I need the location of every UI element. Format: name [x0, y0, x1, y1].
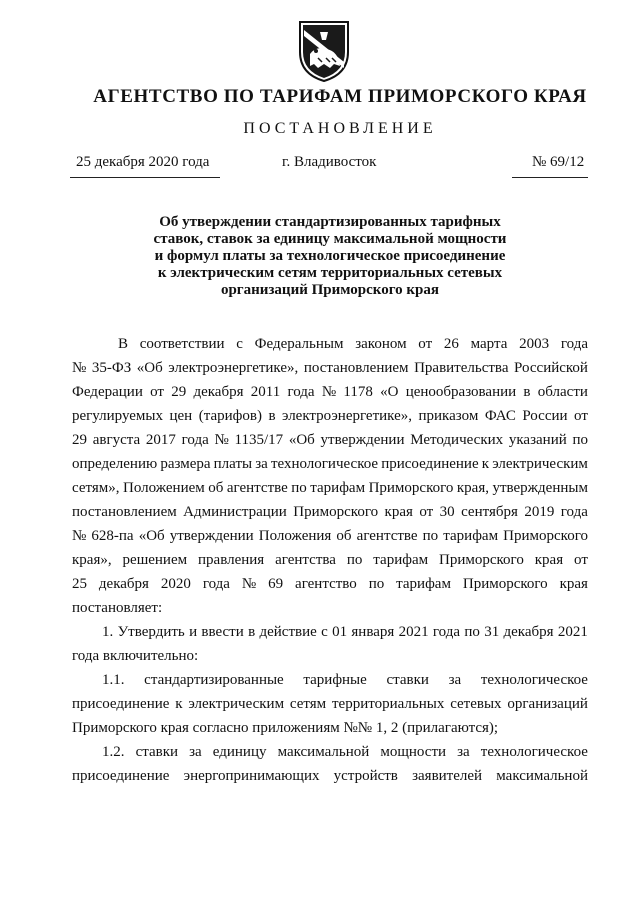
item-1-1-paragraph: [72, 668, 588, 740]
document-date: 25 декабря 2020 года: [76, 154, 210, 170]
text-line: № 628-па «Об утверждении Положения об агентстве по тарифам Приморского: [72, 528, 588, 544]
text-line: Приморского края согласно приложениям №№ 1, 2 (прилагаются);: [72, 720, 499, 736]
title-line: организаций Приморского края: [220, 282, 440, 298]
text-line: регулируемых цен (тарифов) в электроэнергетике», приказом ФАС России от: [72, 408, 588, 424]
text-line: присоединение энергопринимающих устройств заявителей максимальной: [72, 768, 588, 784]
text-line: года включительно:: [72, 648, 199, 664]
text-line: № 35-ФЗ «Об электроэнергетике», постановлением Правительства Российской: [72, 360, 588, 376]
title-line: к электрическим сетям территориальных сетевых: [157, 265, 503, 281]
number-underline: [512, 177, 588, 178]
item-1-2-paragraph: [72, 740, 588, 788]
title-line: ставок, ставок за единицу максимальной мощности: [153, 231, 507, 247]
text-line: В соответствии с Федеральным законом от 26 марта 2003 года: [118, 336, 588, 352]
text-line: сетям», Положением об агентстве по тарифам Приморского края, утвержденным: [72, 480, 588, 496]
preamble-paragraph: [72, 332, 588, 620]
text-line: постановлением Администрации Приморского края от 30 сентября 2019 года: [72, 504, 588, 520]
document-type: ПОСТАНОВЛЕНИЕ: [243, 120, 437, 137]
text-line: 1. Утвердить и ввести в действие с 01 января 2021 года по 31 декабря 2021: [102, 624, 588, 640]
date-underline: [70, 177, 220, 178]
title-line: и формул платы за технологическое присоединение: [154, 248, 506, 264]
document-number: № 69/12: [532, 154, 585, 170]
text-line: присоединение к электрическим сетям территориальных сетевых организаций: [72, 696, 588, 712]
text-line: постановляет:: [72, 600, 163, 616]
text-line: 29 августа 2017 года № 1135/17 «Об утверждении Методических указаний по: [72, 432, 588, 448]
text-line: 1.2. ставки за единицу максимальной мощности за технологическое: [102, 744, 588, 760]
document-city: г. Владивосток: [282, 154, 377, 170]
text-line: 1.1. стандартизированные тарифные ставки за технологическое: [102, 672, 588, 688]
item-1-paragraph: [72, 620, 588, 668]
text-line: Федерации от 29 декабря 2011 года № 1178 «О ценообразовании в области: [72, 384, 588, 400]
text-line: 25 декабря 2020 года № 69 агентство по тарифам Приморского края: [72, 576, 588, 592]
text-line: края», решением правления агентства по тарифам Приморского края от: [72, 552, 588, 568]
agency-name: АГЕНТСТВО ПО ТАРИФАМ ПРИМОРСКОГО КРАЯ: [93, 86, 587, 107]
coat-of-arms-icon: [296, 18, 352, 84]
text-line: определению размера платы за технологическое присоединение к электрическим: [72, 456, 588, 472]
document-body: [72, 332, 588, 788]
document-title: [120, 214, 540, 299]
title-line: Об утверждении стандартизированных тарифных: [159, 214, 501, 230]
